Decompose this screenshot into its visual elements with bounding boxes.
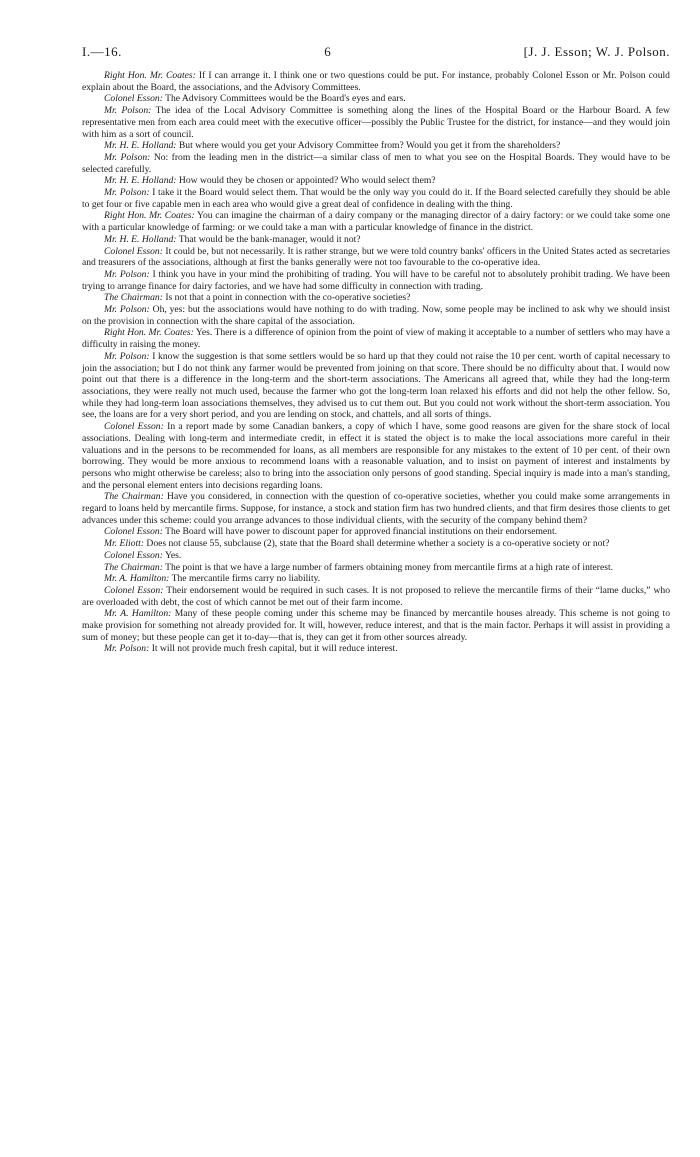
transcript-paragraph xyxy=(82,210,670,233)
paragraph-text: The Advisory Committees would be the Board's eyes and ears. xyxy=(165,93,406,105)
paragraph-text: The mercantile firms carry no liability. xyxy=(171,573,321,585)
transcript-paragraph xyxy=(82,573,670,585)
paragraph-text: Oh, yes: but the associations would have nothing to do with trading. Now, some people may be inclined to ask why we should insist on the provision in connection with the share capital of the association. xyxy=(82,304,670,327)
speaker-name: Mr. Polson: xyxy=(104,187,150,199)
paragraph-text: But where would you get your Advisory Committee from? Would you get it from the shareholders? xyxy=(178,140,561,152)
paragraph-text: Yes. xyxy=(164,549,182,561)
speaker-name: Mr. Polson: xyxy=(104,350,150,362)
speaker-name: Mr. Polson: xyxy=(104,643,150,655)
page-header xyxy=(82,44,670,60)
transcript-paragraph xyxy=(82,93,670,105)
speaker-name: Right Hon. Mr. Coates: xyxy=(104,327,194,339)
speaker-name: Colonel Esson: xyxy=(104,421,164,433)
speaker-name: Mr. H. E. Holland: xyxy=(104,175,177,187)
transcript-paragraph xyxy=(82,526,670,538)
paragraph-text: Yes. There is a difference of opinion from the point of view of making it acceptable to a number of settlers who may have a difficulty in raising the money. xyxy=(82,327,670,351)
paper-reference: I.—16. xyxy=(82,44,122,59)
transcript-paragraph xyxy=(82,550,670,562)
paragraph-text: Many of these people coming under this scheme may be financed by mercantile houses already. This scheme is not going to make provision for something not already provided for. It will, however, reduce interest, and that is the main factor. Perhaps it will assist in providing a sum of money; but these people can get it to-day—that is, they can get it from other sources already. xyxy=(82,608,670,643)
speaker-name: Mr. Eliott: xyxy=(104,538,144,550)
transcript-paragraph xyxy=(82,269,670,292)
page-number: 6 xyxy=(324,44,332,59)
speaker-name: Colonel Esson: xyxy=(104,93,163,105)
transcript-paragraph xyxy=(82,187,670,210)
speaker-name: Right Hon. Mr. Coates: xyxy=(104,210,195,222)
transcript-paragraph xyxy=(82,140,670,152)
speaker-name: Mr. Polson: xyxy=(104,151,151,163)
transcript-paragraph xyxy=(82,585,670,608)
transcript-paragraph xyxy=(82,70,670,93)
paragraph-text: Their endorsement would be required in such cases. It is not proposed to relieve the mercantile firms of their “lame ducks,” who are overloaded with debt, the cost of which cannot be met out of their farm income. xyxy=(82,584,670,608)
paragraph-text: Does not clause 55, subclause (2), state that the Board shall determine whether a society is a co-operative society or not? xyxy=(146,538,610,550)
transcript-paragraph xyxy=(82,152,670,175)
speaker-name: Right Hon. Mr. Coates: xyxy=(104,70,196,81)
transcript-paragraph xyxy=(82,421,670,491)
paragraph-text: Is not that a point in connection with the co-operative societies? xyxy=(165,292,411,304)
speaker-name: The Chairman: xyxy=(104,491,164,503)
paragraph-text: I take it the Board would select them. That would be the only way you could do it. If the Board selected carefully they should be able to get four or five capable men in each area who would give a great deal of confidence in dealing with the thing. xyxy=(82,187,670,210)
paragraph-text: That would be the bank-manager, would it not? xyxy=(178,233,361,245)
transcript-paragraph xyxy=(82,327,670,350)
transcript-body xyxy=(82,70,670,655)
transcript-paragraph xyxy=(82,234,670,246)
paragraph-text: It will not provide much fresh capital, but it will reduce interest. xyxy=(151,643,398,655)
paragraph-text: Have you considered, in connection with the question of co-operative societies, whether you could make some arrangements in regard to loans held by mercantile firms. Suppose, for instance, a stock and station firm has two hundred clients, and that firm desires those clients to get advances under this scheme: could you arrange advances to those individual clients, with the security of the company behind them? xyxy=(82,491,670,526)
transcript-paragraph xyxy=(82,246,670,269)
transcript-paragraph xyxy=(82,351,670,421)
speaker-name: Mr. Polson: xyxy=(104,105,152,117)
speaker-name: Mr. Polson: xyxy=(104,304,150,316)
speaker-name: Mr. H. E. Holland: xyxy=(104,140,177,152)
speaker-name: Mr. A. Hamilton: xyxy=(104,608,172,620)
paragraph-text: You can imagine the chairman of a dairy company or the managing director of a dairy factory: or we could take some one with a particular knowledge of farming: or we could take a man with a particular knowledge of finance in the district. xyxy=(82,210,670,234)
paragraph-text: I know the suggestion is that some settlers would be so hard up that they could not raise the 10 per cent. worth of capital necessary to join the association; but I do not think any farmer would be prevented from joining on that score. There should be no difficulty about that. I would now point out that there is a difference in the long-term and the short-term associations. The Americans all agreed that, while they had the long-term associations, they were really not much used, because the farmer who got the long-term loan relaxed his efforts and did not help the other fellow. So, while they had long-term loan associations themselves, they advised us to cut them out. But you could not work without the short-term association. You see, the loans are for a very short period, and you are lending on stock, and chattels, and all sorts of things. xyxy=(82,350,670,421)
paragraph-text: The idea of the Local Advisory Committee is something along the lines of the Hospital Board or the Harbour Board. A few representative men from each area could meet with the executive officer—possibly the Public Trustee for the district, for instance—and they would join with him as a sort of council. xyxy=(82,105,670,140)
speaker-name: Mr. H. E. Holland: xyxy=(104,233,177,245)
transcript-paragraph xyxy=(82,538,670,550)
witness-names: [J. J. Esson; W. J. Polson. xyxy=(523,44,670,59)
paragraph-text: The point is that we have a large number of farmers obtaining money from mercantile firms at a high rate of interest. xyxy=(165,561,614,573)
transcript-paragraph xyxy=(82,643,670,655)
transcript-paragraph xyxy=(82,608,670,643)
paragraph-text: No: from the leading men in the district—a similar class of men to what you see on the Hospital Boards. They would have to be selected carefully. xyxy=(82,151,670,175)
transcript-paragraph xyxy=(82,304,670,327)
speaker-name: Colonel Esson: xyxy=(104,245,163,257)
speaker-name: The Chairman: xyxy=(104,292,163,304)
paragraph-text: I think you have in your mind the prohibiting of trading. You will have to be careful not to absolutely prohibit trading. We have been trying to arrange finance for dairy factories, and we have had some difficulty in connection with trading. xyxy=(82,268,670,292)
paragraph-text: If I can arrange it. I think one or two questions could be put. For instance, probably Colonel Esson or Mr. Polson could explain about the Board, the associations, and the Advisory Committees. xyxy=(82,70,670,93)
transcript-paragraph xyxy=(82,105,670,140)
paragraph-text: How would they be chosen or appointed? Who would select them? xyxy=(178,175,436,187)
transcript-paragraph xyxy=(82,491,670,526)
speaker-name: Mr. A. Hamilton: xyxy=(104,573,170,585)
speaker-name: The Chairman: xyxy=(104,561,163,573)
speaker-name: Mr. Polson: xyxy=(104,268,150,280)
transcript-paragraph xyxy=(82,292,670,304)
speaker-name: Colonel Esson: xyxy=(104,584,164,596)
speaker-name: Colonel Esson: xyxy=(104,549,163,561)
transcript-paragraph xyxy=(82,175,670,187)
speaker-name: Colonel Esson: xyxy=(104,526,163,538)
transcript-paragraph xyxy=(82,562,670,574)
paragraph-text: In a report made by some Canadian bankers, a copy of which I have, some good reasons are given for the share stock of local associations. Dealing with long-term and intermediate credit, in effect it is stated the object is to make the local associations more careful in their valuations and in the persons to be recommended for loans, as all members are responsible for any mistakes to the extent of 10 per cent. of their own borrowing. They would be more anxious to recommend loans with a reasonable valuation, and to insist on payment of interest and instalments by persons who might otherwise be careless; also to bring into the association only persons of good standing. Special inquiry is made into a man's standing, and the personal element enters into decisions regarding loans. xyxy=(82,421,670,491)
paragraph-text: It could be, but not necessarily. It is rather strange, but we were told country banks' officers in the United States acted as secretaries and treasurers of the associations, although at first the banks generally were not too favourable to the co-operative idea. xyxy=(82,245,670,269)
paragraph-text: The Board will have power to discount paper for approved financial institutions on their endorsement. xyxy=(165,526,558,538)
